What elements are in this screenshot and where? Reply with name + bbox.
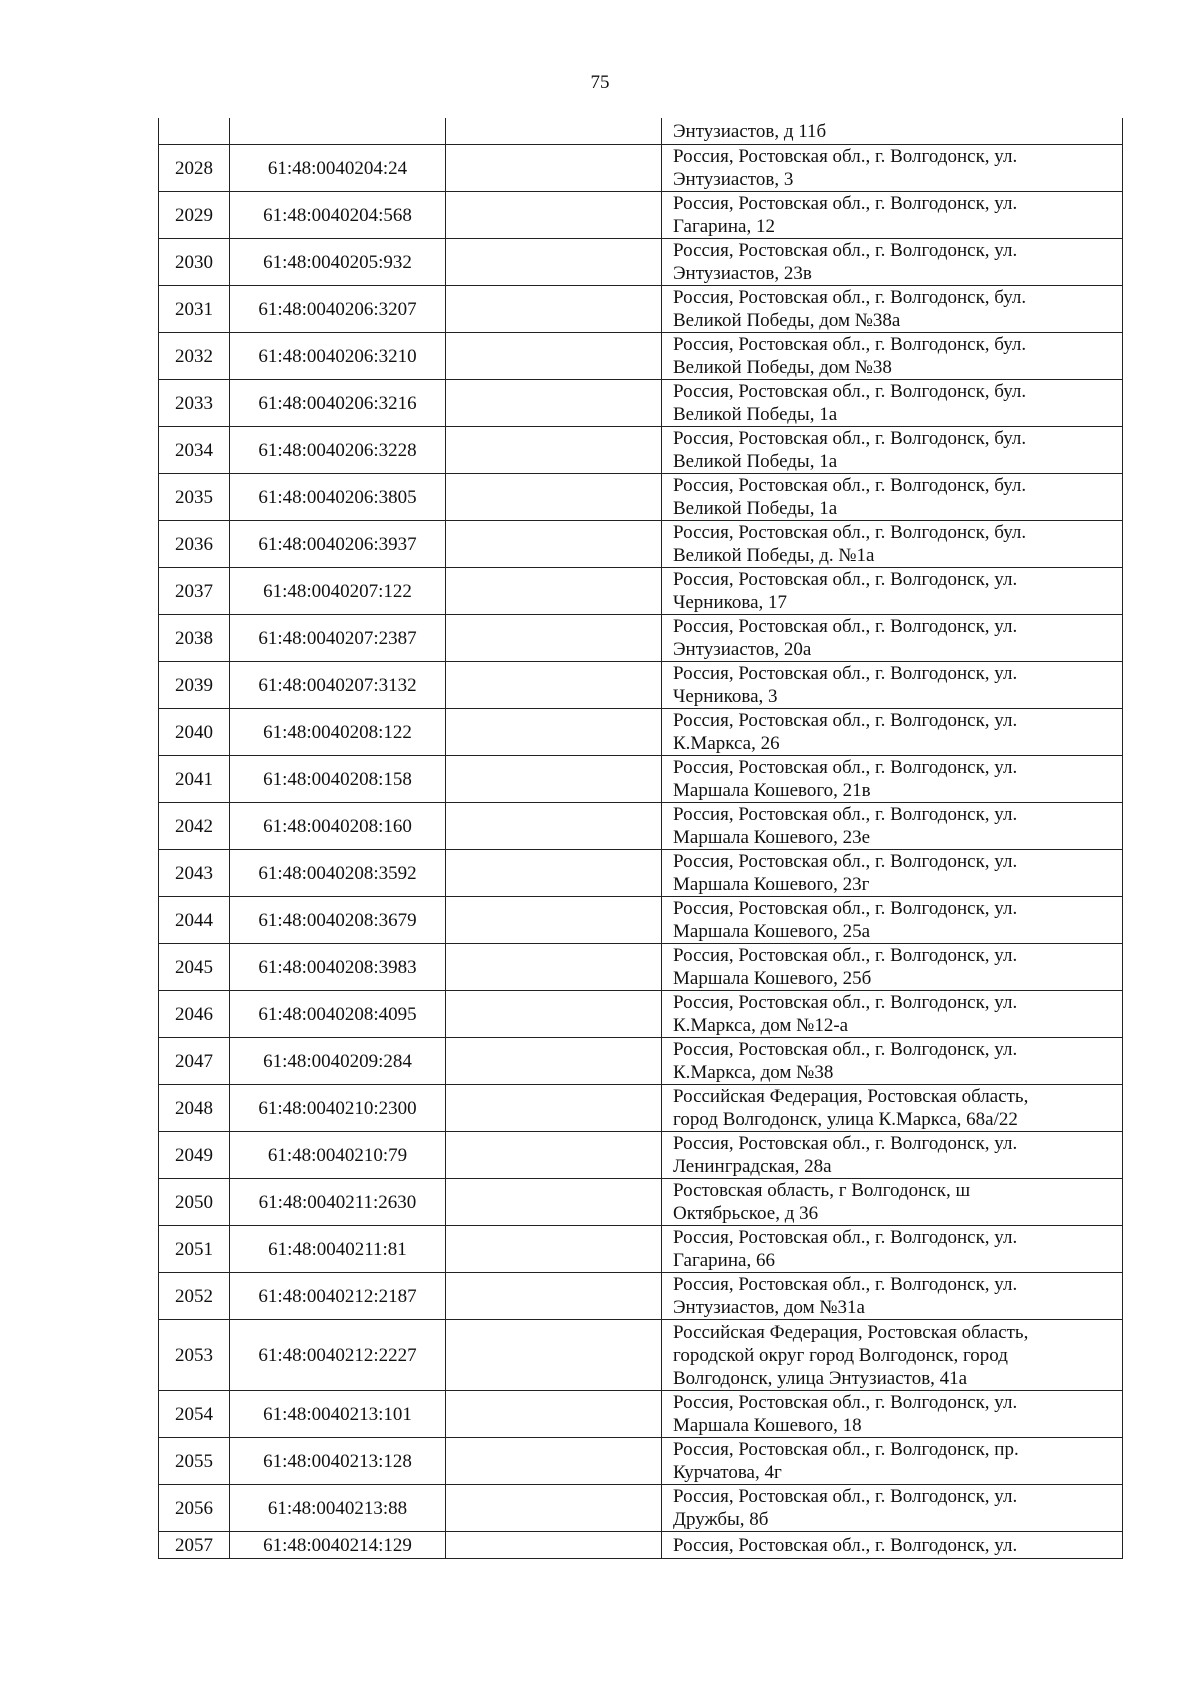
address-line: Россия, Ростовская обл., г. Волгодонск, ул. [673,240,1018,261]
row-number-cell: 2051 [159,1226,230,1273]
address-line: Энтузиастов, 20а [673,639,812,660]
row-number-cell: 2054 [159,1391,230,1438]
address-line: Маршала Кошевого, 25а [673,921,871,942]
address-line: Россия, Ростовская обл., г. Волгодонск, ул. [673,992,1018,1013]
address-line: Маршала Кошевого, 23г [673,874,870,895]
row-number-cell [159,118,230,145]
cadastral-number-cell: 61:48:0040214:129 [230,1532,446,1559]
address-line: Черникова, 3 [673,686,778,707]
address-line: Ленинградская, 28а [673,1156,832,1177]
row-number-cell: 2036 [159,521,230,568]
address-line: К.Маркса, дом №38 [673,1062,834,1083]
empty-cell [446,239,662,286]
address-line: Маршала Кошевого, 21в [673,780,871,801]
address-cell [662,286,1123,333]
empty-cell [446,1038,662,1085]
address-line: Великой Победы, д. №1а [673,545,875,566]
row-number-cell: 2053 [159,1320,230,1391]
address-line: Курчатова, 4г [673,1462,782,1483]
row-number-cell: 2042 [159,803,230,850]
address-line: Россия, Ростовская обл., г. Волгодонск, ул. [673,1227,1018,1248]
cadastral-number-cell: 61:48:0040207:2387 [230,615,446,662]
address-line: Россия, Ростовская обл., г. Волгодонск, ул. [673,569,1018,590]
address-cell [662,1132,1123,1179]
table-row [159,192,1123,239]
table-row [159,991,1123,1038]
table-row [159,1226,1123,1273]
cadastral-number-cell: 61:48:0040211:2630 [230,1179,446,1226]
address-line: Россия, Ростовская обл., г. Волгодонск, пр. [673,1439,1019,1460]
cadastral-number-cell: 61:48:0040204:24 [230,145,446,192]
row-number-cell: 2032 [159,333,230,380]
row-number-cell: 2048 [159,1085,230,1132]
address-cell [662,850,1123,897]
address-line: Россия, Ростовская обл., г. Волгодонск, бул. [673,428,1027,449]
cadastral-number-cell: 61:48:0040206:3207 [230,286,446,333]
address-line: Дружбы, 8б [673,1509,769,1530]
address-line: Россия, Ростовская обл., г. Волгодонск, ул. [673,1274,1018,1295]
address-line: Россия, Ростовская обл., г. Волгодонск, бул. [673,287,1027,308]
cadastral-number-cell: 61:48:0040205:932 [230,239,446,286]
address-line: Россия, Ростовская обл., г. Волгодонск, ул. [673,1534,1018,1556]
address-cell [662,803,1123,850]
address-line: Октябрьское, д 36 [673,1203,819,1224]
empty-cell [446,1273,662,1320]
row-number-cell: 2055 [159,1438,230,1485]
table-row [159,145,1123,192]
address-line: Россия, Ростовская обл., г. Волгодонск, ул. [673,945,1018,966]
address-line: Россия, Ростовская обл., г. Волгодонск, бул. [673,522,1027,543]
row-number-cell: 2034 [159,427,230,474]
table-row [159,1532,1123,1559]
row-number-cell: 2057 [159,1532,230,1559]
row-number-cell: 2056 [159,1485,230,1532]
table-row [159,1132,1123,1179]
address-line: Россия, Ростовская обл., г. Волгодонск, ул. [673,851,1018,872]
address-cell [662,897,1123,944]
address-line: Энтузиастов, дом №31а [673,1297,865,1318]
address-cell [662,568,1123,615]
address-cell [662,1273,1123,1320]
empty-cell [446,803,662,850]
empty-cell [446,192,662,239]
address-line: Маршала Кошевого, 23е [673,827,871,848]
cadastral-number-cell: 61:48:0040208:3679 [230,897,446,944]
table-row [159,521,1123,568]
empty-cell [446,1179,662,1226]
address-line: Россия, Ростовская обл., г. Волгодонск, бул. [673,334,1027,355]
empty-cell [446,615,662,662]
row-number-cell: 2038 [159,615,230,662]
cadastral-number-cell: 61:48:0040207:3132 [230,662,446,709]
empty-cell [446,568,662,615]
address-line: Маршала Кошевого, 18 [673,1415,862,1436]
address-cell [662,474,1123,521]
address-cell [662,239,1123,286]
address-cell [662,709,1123,756]
cadastral-number-cell: 61:48:0040208:3983 [230,944,446,991]
empty-cell [446,944,662,991]
table-row [159,1179,1123,1226]
table-row [159,615,1123,662]
empty-cell [446,897,662,944]
parcel-registry-table [158,118,1123,1559]
address-line: Россия, Ростовская обл., г. Волгодонск, ул. [673,1486,1018,1507]
cadastral-number-cell: 61:48:0040212:2227 [230,1320,446,1391]
table-row [159,239,1123,286]
cadastral-number-cell: 61:48:0040206:3228 [230,427,446,474]
address-line: Энтузиастов, д 11б [673,120,827,142]
address-line: городской округ город Волгодонск, город [673,1344,1008,1366]
empty-cell [446,1391,662,1438]
address-line: Великой Победы, 1а [673,451,838,472]
empty-cell [446,333,662,380]
address-cell [662,1532,1123,1559]
cadastral-number-cell: 61:48:0040208:158 [230,756,446,803]
row-number-cell: 2043 [159,850,230,897]
address-cell [662,118,1123,145]
table-row [159,1273,1123,1320]
cadastral-number-cell: 61:48:0040206:3216 [230,380,446,427]
table-row [159,118,1123,145]
cadastral-number-cell: 61:48:0040211:81 [230,1226,446,1273]
empty-cell [446,1132,662,1179]
table-row [159,1485,1123,1532]
address-cell [662,1485,1123,1532]
row-number-cell: 2031 [159,286,230,333]
cadastral-number-cell: 61:48:0040208:4095 [230,991,446,1038]
address-line: Россия, Ростовская обл., г. Волгодонск, ул. [673,710,1018,731]
address-line: Великой Победы, дом №38а [673,310,901,331]
cadastral-number-cell: 61:48:0040207:122 [230,568,446,615]
address-cell [662,1320,1123,1391]
cadastral-number-cell: 61:48:0040208:160 [230,803,446,850]
row-number-cell: 2035 [159,474,230,521]
address-line: Россия, Ростовская обл., г. Волгодонск, ул. [673,1133,1018,1154]
table-row [159,427,1123,474]
address-cell [662,615,1123,662]
address-line: К.Маркса, дом №12-а [673,1015,849,1036]
address-cell [662,1038,1123,1085]
empty-cell [446,662,662,709]
row-number-cell: 2029 [159,192,230,239]
table-row [159,803,1123,850]
empty-cell [446,118,662,145]
row-number-cell: 2045 [159,944,230,991]
cadastral-number-cell: 61:48:0040213:88 [230,1485,446,1532]
address-cell [662,427,1123,474]
address-cell [662,333,1123,380]
table-row [159,1038,1123,1085]
table-row [159,474,1123,521]
row-number-cell: 2050 [159,1179,230,1226]
row-number-cell: 2040 [159,709,230,756]
page-number: 75 [590,72,610,93]
table-row [159,1320,1123,1391]
cadastral-number-cell [230,118,446,145]
empty-cell [446,1438,662,1485]
empty-cell [446,474,662,521]
address-line: Россия, Ростовская обл., г. Волгодонск, ул. [673,898,1018,919]
cadastral-number-cell: 61:48:0040209:284 [230,1038,446,1085]
table-row [159,850,1123,897]
address-line: Россия, Ростовская обл., г. Волгодонск, бул. [673,381,1027,402]
address-line: город Волгодонск, улица К.Маркса, 68а/22 [673,1109,1018,1130]
address-cell [662,192,1123,239]
address-line: Великой Победы, 1а [673,498,838,519]
table-row [159,1438,1123,1485]
cadastral-number-cell: 61:48:0040206:3210 [230,333,446,380]
row-number-cell: 2039 [159,662,230,709]
row-number-cell: 2047 [159,1038,230,1085]
cadastral-number-cell: 61:48:0040208:3592 [230,850,446,897]
table-row [159,568,1123,615]
cadastral-number-cell: 61:48:0040208:122 [230,709,446,756]
address-line: Ростовская область, г Волгодонск, ш [673,1180,971,1201]
cadastral-number-cell: 61:48:0040212:2187 [230,1273,446,1320]
table-row [159,897,1123,944]
address-line: Гагарина, 12 [673,216,775,237]
cadastral-number-cell: 61:48:0040206:3805 [230,474,446,521]
address-cell [662,1226,1123,1273]
cadastral-number-cell: 61:48:0040213:128 [230,1438,446,1485]
empty-cell [446,380,662,427]
address-line: Россия, Ростовская обл., г. Волгодонск, ул. [673,757,1018,778]
address-line: Россия, Ростовская обл., г. Волгодонск, ул. [673,663,1018,684]
address-cell [662,1391,1123,1438]
cadastral-number-cell: 61:48:0040213:101 [230,1391,446,1438]
table-row [159,756,1123,803]
address-line: Россия, Ростовская обл., г. Волгодонск, ул. [673,1392,1018,1413]
address-line: Российская Федерация, Ростовская область, [673,1321,1029,1343]
empty-cell [446,709,662,756]
address-cell [662,1179,1123,1226]
table-row [159,709,1123,756]
address-line: К.Маркса, 26 [673,733,780,754]
address-line: Маршала Кошевого, 25б [673,968,872,989]
address-cell [662,145,1123,192]
address-cell [662,380,1123,427]
empty-cell [446,1226,662,1273]
row-number-cell: 2046 [159,991,230,1038]
table-row [159,286,1123,333]
empty-cell [446,1532,662,1559]
empty-cell [446,991,662,1038]
table-row [159,662,1123,709]
address-cell [662,991,1123,1038]
empty-cell [446,427,662,474]
table-row [159,944,1123,991]
address-cell [662,944,1123,991]
empty-cell [446,1485,662,1532]
row-number-cell: 2052 [159,1273,230,1320]
row-number-cell: 2028 [159,145,230,192]
table-row [159,1391,1123,1438]
empty-cell [446,286,662,333]
row-number-cell: 2049 [159,1132,230,1179]
empty-cell [446,521,662,568]
cadastral-number-cell: 61:48:0040206:3937 [230,521,446,568]
address-line: Россия, Ростовская обл., г. Волгодонск, ул. [673,146,1018,167]
address-cell [662,1085,1123,1132]
row-number-cell: 2044 [159,897,230,944]
address-line: Гагарина, 66 [673,1250,775,1271]
row-number-cell: 2033 [159,380,230,427]
empty-cell [446,145,662,192]
row-number-cell: 2030 [159,239,230,286]
address-line: Россия, Ростовская обл., г. Волгодонск, ул. [673,616,1018,637]
cadastral-number-cell: 61:48:0040204:568 [230,192,446,239]
address-line: Энтузиастов, 23в [673,263,812,284]
row-number-cell: 2037 [159,568,230,615]
address-line: Великой Победы, дом №38 [673,357,892,378]
empty-cell [446,850,662,897]
address-line: Российская Федерация, Ростовская область, [673,1086,1029,1107]
address-line: Россия, Ростовская обл., г. Волгодонск, ул. [673,193,1018,214]
empty-cell [446,1085,662,1132]
address-cell [662,662,1123,709]
address-line: Великой Победы, 1а [673,404,838,425]
address-line: Черникова, 17 [673,592,788,613]
cadastral-number-cell: 61:48:0040210:79 [230,1132,446,1179]
address-line: Россия, Ростовская обл., г. Волгодонск, ул. [673,1039,1018,1060]
cadastral-number-cell: 61:48:0040210:2300 [230,1085,446,1132]
empty-cell [446,756,662,803]
address-line: Россия, Ростовская обл., г. Волгодонск, ул. [673,804,1018,825]
table-body [159,118,1123,1559]
empty-cell [446,1320,662,1391]
address-cell [662,756,1123,803]
table-row [159,1085,1123,1132]
address-line: Россия, Ростовская обл., г. Волгодонск, бул. [673,475,1027,496]
address-line: Волгодонск, улица Энтузиастов, 41а [673,1367,968,1389]
table-row [159,333,1123,380]
table-row [159,380,1123,427]
address-cell [662,1438,1123,1485]
address-line: Энтузиастов, 3 [673,169,794,190]
row-number-cell: 2041 [159,756,230,803]
address-cell [662,521,1123,568]
